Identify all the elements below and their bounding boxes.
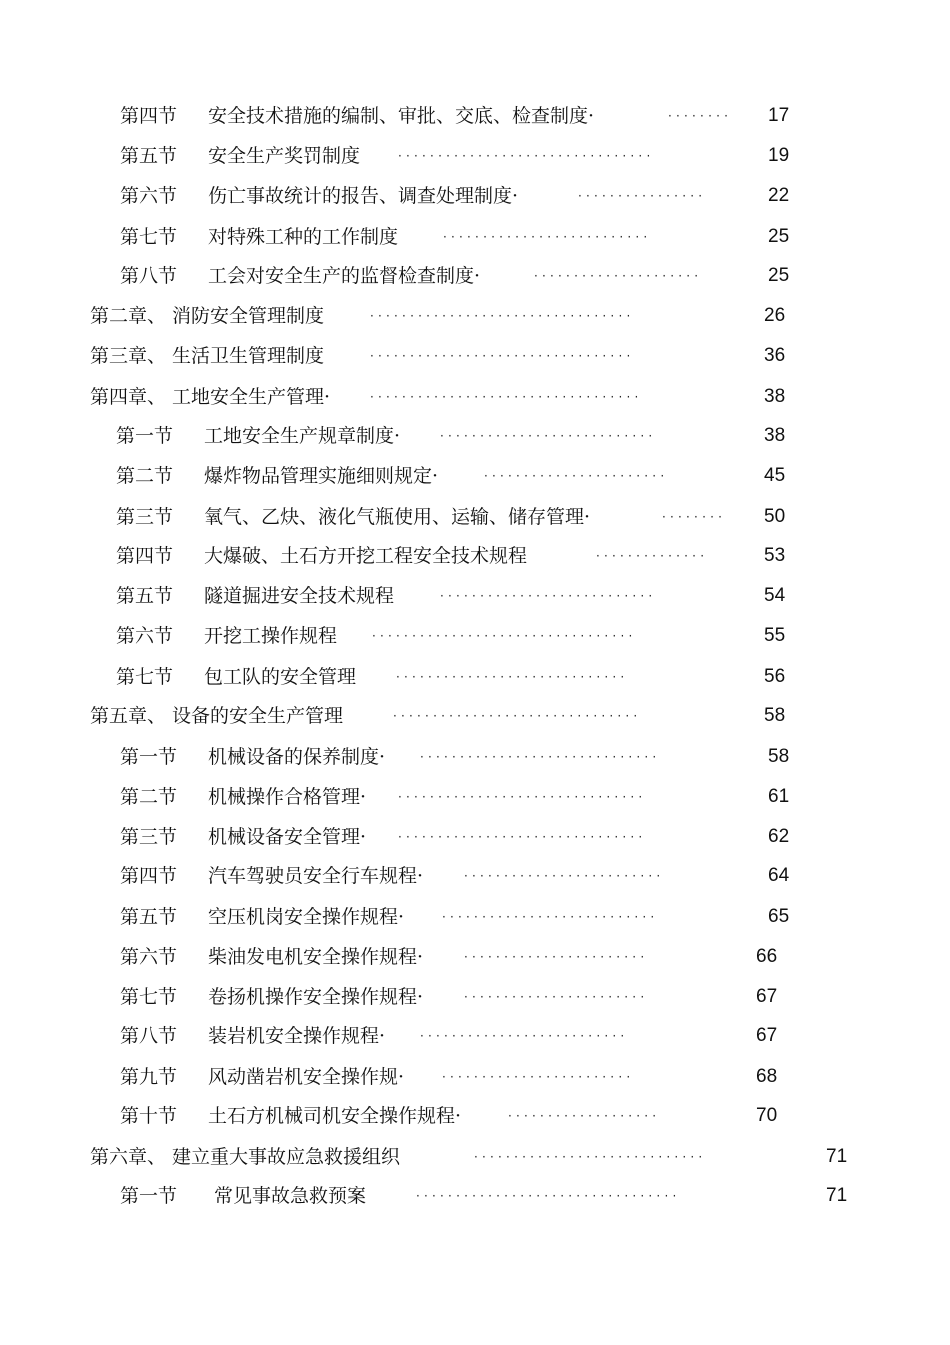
toc-entry-title: 生活卫生管理制度 xyxy=(172,345,325,367)
toc-entry-label: 第二节 xyxy=(116,465,174,487)
toc-entry-page: 64 xyxy=(768,865,790,886)
toc-entry-page: 71 xyxy=(826,1146,848,1167)
toc-entry-label: 第四节 xyxy=(116,545,174,567)
toc-entry-title: 包工队的安全管理 xyxy=(204,666,357,688)
toc-entry-leader: ··························· xyxy=(442,910,659,924)
toc-entry xyxy=(120,942,800,972)
toc-entry-page: 38 xyxy=(764,425,786,446)
toc-entry-leader: ································· xyxy=(372,629,637,643)
toc-entry-title: 工地安全生产规章制度· xyxy=(204,425,401,447)
toc-entry xyxy=(116,581,800,611)
toc-entry-leader: ······························ xyxy=(420,750,661,764)
toc-entry-label: 第七节 xyxy=(116,666,174,688)
toc-entry-label: 第八节 xyxy=(120,265,178,287)
toc-entry-leader: ································ xyxy=(398,149,655,163)
toc-entry-title: 卷扬机操作安全操作规程· xyxy=(208,986,424,1008)
toc-entry-label: 第五节 xyxy=(120,906,178,928)
toc-entry xyxy=(120,982,800,1012)
toc-entry-title: 开挖工操作规程 xyxy=(204,625,338,647)
toc-entry-title: 安全生产奖罚制度 xyxy=(208,145,361,167)
toc-entry-page: 66 xyxy=(756,946,778,967)
toc-entry xyxy=(120,1181,860,1211)
toc-entry-page: 36 xyxy=(764,345,786,366)
toc-entry-title: 爆炸物品管理实施细则规定· xyxy=(204,465,439,487)
toc-entry-title: 大爆破、土石方开挖工程安全技术规程 xyxy=(204,545,528,567)
toc-entry-title: 设备的安全生产管理 xyxy=(172,705,344,727)
toc-entry xyxy=(116,421,800,451)
toc-entry-leader: ····························· xyxy=(396,670,629,684)
toc-entry-page: 45 xyxy=(764,465,786,486)
toc-entry-label: 第三节 xyxy=(120,826,178,848)
toc-entry xyxy=(116,461,800,491)
toc-entry-leader: ·································· xyxy=(370,390,643,404)
toc-entry-label: 第二节 xyxy=(120,786,178,808)
toc-entry-leader: ········ xyxy=(662,510,727,524)
toc-entry-page: 53 xyxy=(764,545,786,566)
toc-entry-page: 62 xyxy=(768,826,790,847)
toc-entry-label: 第七节 xyxy=(120,986,178,1008)
toc-entry-page: 68 xyxy=(756,1066,778,1087)
toc-entry-leader: ········ xyxy=(668,109,733,123)
toc-entry-title: 氧气、乙炔、液化气瓶使用、运输、储存管理· xyxy=(204,506,591,528)
toc-entry xyxy=(120,861,800,891)
toc-entry-label: 第四节 xyxy=(120,865,178,887)
toc-entry-leader: ················ xyxy=(578,189,707,203)
toc-entry-leader: ································· xyxy=(370,349,635,363)
toc-entry-label: 第四节 xyxy=(120,105,178,127)
toc-entry-leader: ··························· xyxy=(440,429,657,443)
toc-entry-page: 67 xyxy=(756,1025,778,1046)
toc-entry-leader: ·························· xyxy=(420,1029,629,1043)
toc-chapter xyxy=(90,301,800,331)
toc-entry-label: 第三章、 xyxy=(90,345,167,367)
toc-entry-label: 第五章、 xyxy=(90,705,167,727)
toc-entry xyxy=(116,502,800,532)
toc-entry-leader: ····························· xyxy=(474,1150,707,1164)
toc-entry xyxy=(120,902,800,932)
toc-entry xyxy=(120,782,800,812)
toc-entry-leader: ······························· xyxy=(398,790,647,804)
toc-entry-page: 22 xyxy=(768,185,790,206)
toc-entry-page: 26 xyxy=(764,305,786,326)
toc-entry-title: 装岩机安全操作规程· xyxy=(208,1025,386,1047)
toc-entry-page: 56 xyxy=(764,666,786,687)
toc-entry-leader: ······················· xyxy=(464,950,649,964)
toc-entry-leader: ·············· xyxy=(596,549,709,563)
toc-entry-title: 机械设备安全管理· xyxy=(208,826,367,848)
toc-entry-page: 65 xyxy=(768,906,790,927)
toc-entry-label: 第七节 xyxy=(120,226,178,248)
toc-entry-label: 第一节 xyxy=(120,746,178,768)
toc-entry-label: 第一节 xyxy=(120,1185,178,1207)
toc-entry-leader: ································· xyxy=(416,1189,681,1203)
toc-entry-page: 67 xyxy=(756,986,778,1007)
toc-entry-page: 71 xyxy=(826,1185,848,1206)
toc-entry-title: 建立重大事故应急救援组织 xyxy=(172,1146,401,1168)
toc-chapter xyxy=(90,382,800,412)
toc-entry xyxy=(120,1021,800,1051)
toc-entry-title: 工会对安全生产的监督检查制度· xyxy=(208,265,481,287)
toc-entry-label: 第二章、 xyxy=(90,305,167,327)
toc-entry-leader: ························· xyxy=(464,869,665,883)
toc-entry-title: 工地安全生产管理· xyxy=(172,386,331,408)
toc-entry-page: 19 xyxy=(768,145,790,166)
toc-entry-title: 柴油发电机安全操作规程· xyxy=(208,946,424,968)
toc-chapter xyxy=(90,701,800,731)
toc-entry-title: 消防安全管理制度 xyxy=(172,305,325,327)
toc-entry-label: 第八节 xyxy=(120,1025,178,1047)
toc-entry-page: 58 xyxy=(764,705,786,726)
toc-entry-label: 第五节 xyxy=(116,585,174,607)
toc-entry-label: 第六节 xyxy=(120,185,178,207)
toc-entry-label: 第六节 xyxy=(116,625,174,647)
toc-entry xyxy=(116,621,800,651)
toc-entry-title: 土石方机械司机安全操作规程· xyxy=(208,1105,462,1127)
toc-entry-leader: ························ xyxy=(442,1070,635,1084)
toc-entry-leader: ·························· xyxy=(443,230,652,244)
toc-entry-leader: ······························· xyxy=(398,830,647,844)
toc-entry xyxy=(120,1101,800,1131)
toc-entry-title: 隧道掘进安全技术规程 xyxy=(204,585,395,607)
toc-entry xyxy=(120,1062,800,1092)
toc-entry-page: 55 xyxy=(764,625,786,646)
toc-chapter xyxy=(90,1142,860,1172)
toc-entry-label: 第六章、 xyxy=(90,1146,167,1168)
toc-entry-title: 机械设备的保养制度· xyxy=(208,746,386,768)
toc-entry-title: 风动凿岩机安全操作规· xyxy=(208,1066,405,1088)
toc-entry-page: 17 xyxy=(768,105,790,126)
toc-entry-title: 伤亡事故统计的报告、调查处理制度· xyxy=(208,185,519,207)
toc-entry-title: 对特殊工种的工作制度 xyxy=(208,226,399,248)
toc-entry-label: 第五节 xyxy=(120,145,178,167)
toc-entry-label: 第九节 xyxy=(120,1066,178,1088)
toc-entry-leader: ··························· xyxy=(440,589,657,603)
toc-entry-title: 空压机岗安全操作规程· xyxy=(208,906,405,928)
toc-entry-label: 第四章、 xyxy=(90,386,167,408)
toc-entry-title: 安全技术措施的编制、审批、交底、检查制度· xyxy=(208,105,595,127)
toc-entry-leader: ······················· xyxy=(484,469,669,483)
toc-entry-title: 常见事故急救预案 xyxy=(214,1185,367,1207)
toc-chapter xyxy=(90,341,800,371)
toc-entry xyxy=(120,101,800,131)
toc-entry-page: 61 xyxy=(768,786,790,807)
toc-entry-page: 70 xyxy=(756,1105,778,1126)
toc-entry xyxy=(120,222,800,252)
toc-entry-title: 机械操作合格管理· xyxy=(208,786,367,808)
toc-entry-page: 58 xyxy=(768,746,790,767)
toc-entry xyxy=(116,541,800,571)
toc-entry xyxy=(120,822,800,852)
toc-entry xyxy=(120,261,800,291)
toc-entry-title: 汽车驾驶员安全行车规程· xyxy=(208,865,424,887)
toc-entry-page: 38 xyxy=(764,386,786,407)
toc-entry-page: 54 xyxy=(764,585,786,606)
toc-entry xyxy=(120,742,800,772)
toc-entry-label: 第十节 xyxy=(120,1105,178,1127)
toc-entry xyxy=(120,141,800,171)
toc-entry-page: 50 xyxy=(764,506,786,527)
toc-entry xyxy=(116,662,800,692)
toc-entry-label: 第六节 xyxy=(120,946,178,968)
toc-entry-leader: ································· xyxy=(370,309,635,323)
toc-entry-page: 25 xyxy=(768,226,790,247)
toc-entry-label: 第一节 xyxy=(116,425,174,447)
toc-entry-leader: ······················· xyxy=(464,990,649,1004)
toc-entry-leader: ······························· xyxy=(393,709,642,723)
toc-entry-leader: ····················· xyxy=(534,269,703,283)
toc-entry-leader: ··················· xyxy=(508,1109,661,1123)
toc-entry-label: 第三节 xyxy=(116,506,174,528)
toc-entry xyxy=(120,181,800,211)
toc-entry-page: 25 xyxy=(768,265,790,286)
